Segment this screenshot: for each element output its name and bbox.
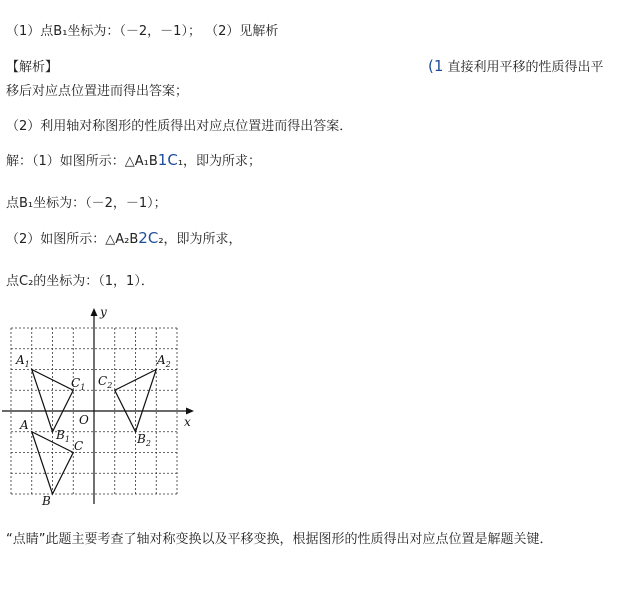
point-b2-label: $B_2$ [137, 432, 151, 448]
analysis-continue: 移后对应点位置进而得出答案； [6, 84, 189, 99]
point-c2-label: $C_2$ [98, 374, 113, 390]
solution-line3-suffix: ₂，即为所求， [158, 232, 242, 247]
point-b-label: B [42, 494, 51, 508]
analysis-header: 【解析】 [6, 60, 59, 75]
y-axis-arrow [91, 308, 98, 316]
origin-label: O [79, 413, 89, 427]
answer-line: （1）点B₁坐标为：（－2，－1）； （2）见解析 [6, 24, 279, 39]
solution-line3-b: 2C [138, 229, 159, 247]
analysis-right-text [428, 56, 604, 75]
solution-line1-prefix: 解：（1）如图所示：△A₁B [6, 154, 158, 169]
x-axis-label: x [184, 415, 191, 429]
solution-line4: 点C₂的坐标为：（1，1）． [6, 274, 154, 289]
solution-line3 [6, 228, 242, 247]
point-a-label: A [20, 418, 29, 432]
point-a2-label: $A_2$ [157, 353, 171, 369]
x-axis-arrow [186, 408, 194, 415]
analysis-part2: （2）利用轴对称图形的性质得出对应点位置进而得出答案． [6, 119, 353, 134]
comment-line: “点睛”此题主要考查了轴对称变换以及平移变换，根据图形的性质得出对应点位置是解题关键． [6, 532, 553, 547]
analysis-step-number: (1 [428, 57, 444, 75]
point-a1-label: $A_1$ [16, 353, 30, 369]
coordinate-figure [0, 300, 210, 515]
solution-line2: 点B₁坐标为：（－2，－1）； [6, 196, 167, 211]
solution-line1 [6, 150, 261, 169]
point-c1-label: $C_1$ [71, 376, 86, 392]
solution-line1-suffix: ₁，即为所求； [177, 154, 262, 169]
y-axis-label: y [100, 305, 107, 319]
point-b1-label: $B_1$ [56, 428, 70, 444]
analysis-step-text: 直接利用平移的性质得出平 [447, 60, 604, 75]
point-c-label: C [74, 439, 84, 453]
solution-line1-b: 1C [157, 151, 178, 169]
solution-line3-prefix: （2）如图所示：△A₂B [6, 232, 139, 247]
